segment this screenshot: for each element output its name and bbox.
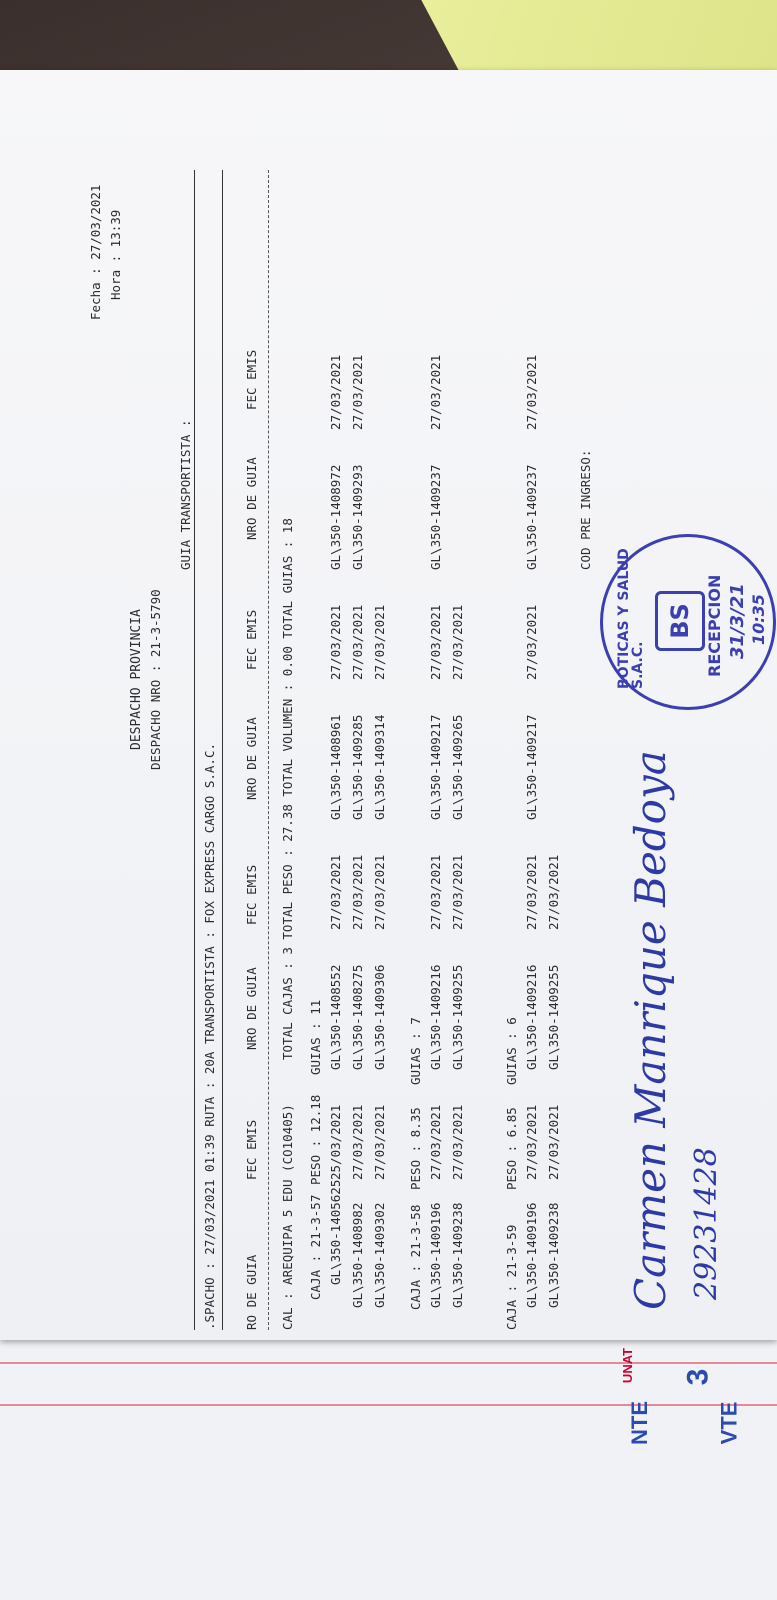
table-cell: 27/03/2021	[428, 854, 443, 930]
caja-guias: GUIAS : 7	[408, 1017, 423, 1085]
form-digit: 3	[681, 1368, 715, 1386]
stamp-logo: BS	[655, 591, 705, 651]
table-cell: GL\350-1409217	[524, 714, 539, 820]
rule-mid	[222, 170, 223, 1330]
local-line: CAL : AREQUIPA 5 EDU (CO10405)	[280, 1104, 295, 1330]
guia-transportista: GUIA TRANSPORTISTA :	[178, 419, 193, 570]
col-first-label: RO DE GUIA	[244, 1254, 259, 1330]
form-badge-b: NTE	[627, 1401, 652, 1445]
col-fec-1: FEC EMIS	[244, 1119, 259, 1180]
table-cell: 27/03/2021	[524, 1104, 539, 1180]
despacho-nro: DESPACHO NRO : 21-3-5790	[148, 589, 163, 770]
cod-pre-ingreso: COD PRE INGRESO:	[578, 449, 593, 570]
table-cell: GL\350-1409306	[372, 964, 387, 1070]
col-fec-2: FEC EMIS	[244, 864, 259, 925]
table-cell: GL\350-1409265	[450, 714, 465, 820]
table-cell: GL\350-1405625	[328, 1179, 343, 1285]
table-cell: GL\350-1409217	[428, 714, 443, 820]
table-cell: GL\350-1409302	[372, 1202, 387, 1308]
table-cell: GL\350-1409196	[428, 1202, 443, 1308]
caja-header: CAJA : 21-3-59	[504, 1224, 519, 1330]
table-cell: 27/03/2021	[372, 1104, 387, 1180]
table-cell: GL\350-1409255	[546, 964, 561, 1070]
signature-number: 29231428	[689, 1147, 724, 1300]
table-cell: GL\350-1408972	[328, 464, 343, 570]
stamp-company: BOTICAS Y SALUD S.A.C.	[616, 548, 646, 689]
fecha: Fecha : 27/03/2021	[88, 184, 103, 320]
caja-peso: PESO : 12.18	[308, 1094, 323, 1185]
table-cell: GL\350-1409314	[372, 714, 387, 820]
table-cell: GL\350-1408982	[350, 1202, 365, 1308]
despacho-line: .SPACHO : 27/03/2021 01:39 RUTA : 20A TRANSPORTISTA : FOX EXPRESS CARGO S.A.C.	[202, 743, 217, 1330]
underlying-forms	[0, 1340, 777, 1600]
table-cell: 27/03/2021	[328, 854, 343, 930]
table-cell: GL\350-1409196	[524, 1202, 539, 1308]
table-cell: GL\350-1409216	[428, 964, 443, 1070]
table-cell: GL\350-1409237	[524, 464, 539, 570]
caja-guias: GUIAS : 11	[308, 999, 323, 1075]
table-cell: 27/03/2021	[328, 354, 343, 430]
table-cell: 27/03/2021	[428, 354, 443, 430]
table-cell: GL\350-1409216	[524, 964, 539, 1070]
table-cell: 27/03/2021	[450, 604, 465, 680]
caja-guias: GUIAS : 6	[504, 1017, 519, 1085]
form-sunat: UNAT	[620, 1347, 636, 1384]
dispatch-document	[0, 70, 777, 1340]
rule-cols	[268, 170, 269, 1330]
table-cell: GL\350-1409237	[428, 464, 443, 570]
caja-peso: PESO : 8.35	[408, 1107, 423, 1190]
table-cell: GL\350-1409238	[450, 1202, 465, 1308]
rule-top	[194, 170, 195, 1330]
table-cell: 27/03/2021	[546, 1104, 561, 1180]
caja-header: CAJA : 21-3-57	[308, 1194, 323, 1300]
table-cell: GL\350-1409255	[450, 964, 465, 1070]
table-cell: 27/03/2021	[372, 604, 387, 680]
signature: Carmen Manrique Bedoya	[626, 750, 675, 1310]
table-cell: 27/03/2021	[328, 604, 343, 680]
table-cell: GL\350-1409238	[546, 1202, 561, 1308]
document-title: DESPACHO PROVINCIA	[129, 609, 144, 750]
col-fec-4: FEC EMIS	[244, 349, 259, 410]
table-cell: 27/03/2021	[372, 854, 387, 930]
col-guia-4: NRO DE GUIA	[244, 457, 259, 540]
col-guia-2: NRO DE GUIA	[244, 967, 259, 1050]
table-cell: 27/03/2021	[350, 854, 365, 930]
stamp-hora: 10:35	[749, 594, 768, 645]
table-cell: GL\350-1408552	[328, 964, 343, 1070]
reception-stamp	[600, 534, 776, 710]
table-cell: 27/03/2021	[524, 854, 539, 930]
table-cell: GL\350-1408275	[350, 964, 365, 1070]
table-cell: 27/03/2021	[546, 854, 561, 930]
col-fec-3: FEC EMIS	[244, 609, 259, 670]
table-cell: 27/03/2021	[450, 1104, 465, 1180]
caja-header: CAJA : 21-3-58	[408, 1204, 423, 1310]
table-cell: 27/03/2021	[428, 604, 443, 680]
form-badge-a: VTE	[716, 1401, 742, 1445]
table-cell: 27/03/2021	[350, 354, 365, 430]
table-cell: 27/03/2021	[350, 1104, 365, 1180]
table-cell: GL\350-1409285	[350, 714, 365, 820]
table-cell: 27/03/2021	[450, 854, 465, 930]
table-cell: 27/03/2021	[524, 604, 539, 680]
table-cell: GL\350-1408961	[328, 714, 343, 820]
col-guia-3: NRO DE GUIA	[244, 717, 259, 800]
stamp-fecha: 31/3/21	[727, 583, 748, 659]
table-cell: 27/03/2021	[428, 1104, 443, 1180]
hora: Hora : 13:39	[108, 209, 123, 300]
caja-peso: PESO : 6.85	[504, 1107, 519, 1190]
rotated-content	[20, 110, 768, 1330]
table-cell: GL\350-1409293	[350, 464, 365, 570]
totals-line: TOTAL CAJAS : 3 TOTAL PESO : 27.38 TOTAL VOLUMEN : 0.00 TOTAL GUIAS : 18	[280, 518, 295, 1060]
table-cell: 27/03/2021	[350, 604, 365, 680]
table-cell: 27/03/2021	[524, 354, 539, 430]
stamp-label: RECEPCION	[705, 574, 724, 677]
table-cell: 25/03/2021	[328, 1104, 343, 1180]
